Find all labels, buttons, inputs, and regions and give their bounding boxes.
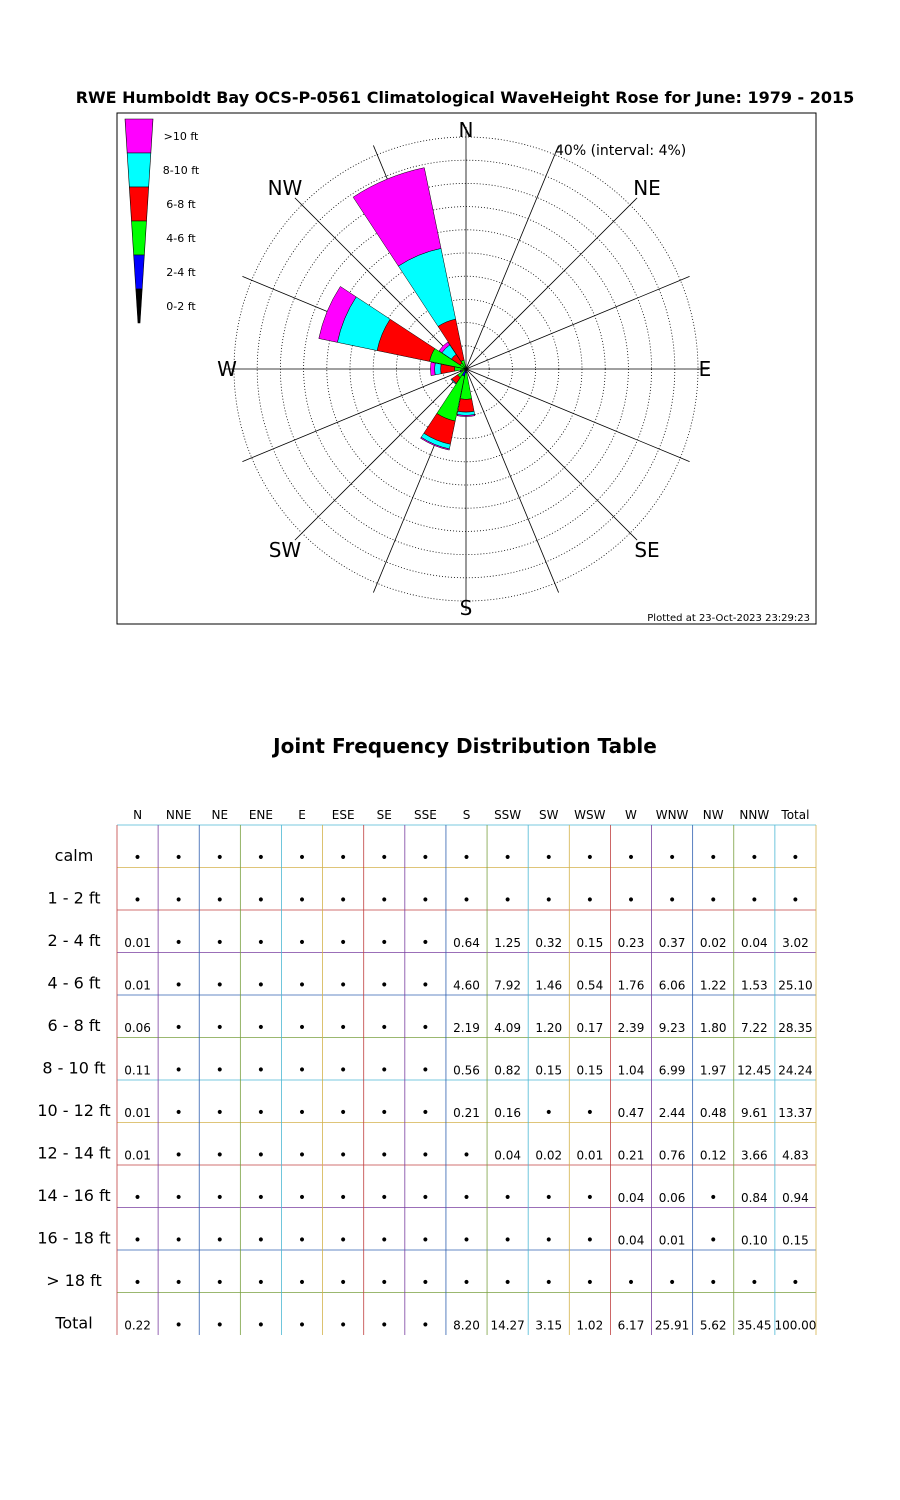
table-cell: 35.45 [737,1318,772,1333]
table-cell: • [133,1275,142,1291]
table-cell: • [585,892,594,909]
row-label: 1 - 2 ft [47,888,101,908]
table-cell: 14.27 [490,1318,525,1333]
table-cell: • [297,1020,307,1036]
table-cell: 1.02 [576,1318,604,1333]
table-cell: • [215,892,224,909]
table-cell: • [380,1317,389,1334]
table-cell: 0.06 [658,1191,686,1205]
table-cell: 6.17 [617,1318,645,1333]
table-cell: • [380,1020,389,1036]
table-cell: • [339,1190,348,1206]
row-label: 10 - 12 ft [37,1101,111,1120]
table-cell: • [462,1147,471,1164]
table-cell: • [421,1062,430,1079]
table-cell: 4.60 [453,978,480,993]
column-header-SE: SE [376,808,392,822]
table-cell: 0.15 [576,1063,604,1078]
rose-title: RWE Humboldt Bay OCS-P-0561 Climatological WaveHeight Rose for June: 1979 - 2015 [75,88,855,107]
table-cell: 0.32 [535,936,563,950]
compass-label-NW: NW [267,175,303,200]
table-cell: 25.91 [654,1318,690,1333]
table-cell: • [256,1020,266,1036]
column-header-SSE: SSE [413,808,437,822]
table-cell: 0.01 [658,1233,686,1248]
table-cell: 0.01 [124,978,151,993]
table-cell: • [215,1062,224,1079]
table-cell: 1.04 [617,1063,645,1078]
table-cell: • [380,977,389,994]
table-cell: 7.92 [494,978,521,993]
table-cell: • [339,892,348,909]
table-cell: • [256,935,266,951]
legend-label-4: 2-4 ft [166,266,196,279]
table-cell: • [256,1105,266,1121]
table-cell: 0.22 [124,1318,151,1333]
table-cell: • [339,935,348,951]
row-label: 4 - 6 ft [47,973,101,993]
table-cell: • [667,850,677,866]
table-cell: 0.84 [740,1191,768,1205]
table-cell: • [544,1275,553,1291]
table-cell: • [421,850,430,866]
table-cell: • [626,892,636,909]
table-cell: 5.62 [699,1318,727,1333]
table-cell: 0.01 [124,1106,151,1120]
column-header-Total: Total [781,808,810,822]
table-cell: • [297,1275,307,1291]
legend-label-3: 4-6 ft [166,232,196,245]
table-cell: • [585,1232,594,1249]
column-header-ENE: ENE [248,808,273,822]
column-header-WNW: WNW [655,808,689,822]
table-cell: • [421,935,430,951]
table-cell: 0.06 [124,1021,151,1035]
table-cell: • [133,1232,142,1249]
table-cell: • [174,1317,183,1334]
table-cell: • [791,1275,800,1291]
table-cell: • [174,935,183,951]
table-cell: • [503,1190,512,1206]
table-cell: 24.24 [778,1063,813,1078]
row-label: calm [54,846,94,865]
table-cell: • [421,1020,430,1036]
table-cell: • [215,1275,224,1291]
table-cell: • [256,1317,266,1334]
table-cell: • [380,892,389,909]
table-cell: 1.76 [617,978,645,993]
table-cell: • [339,1232,348,1249]
compass-label-S: S [459,596,473,620]
table-cell: 9.23 [658,1021,686,1035]
table-cell: • [544,850,553,866]
table-cell: • [256,977,266,994]
table-cell: • [297,1190,307,1206]
table-cell: • [215,1232,224,1249]
table-cell: 3.66 [740,1148,768,1163]
table-cell: 1.80 [699,1021,727,1035]
column-header-NE: NE [211,808,229,822]
table-cell: • [215,1317,224,1334]
table-cell: • [421,1190,430,1206]
table-cell: • [585,1105,594,1121]
table-cell: • [133,892,142,909]
table-cell: 6.06 [658,978,686,993]
table-cell: • [750,892,759,909]
table-cell: 0.56 [453,1063,480,1078]
table-cell: 0.64 [453,936,480,950]
table-cell: • [297,1232,307,1249]
table-cell: • [421,977,430,994]
table-cell: • [544,892,553,909]
table-cell: • [667,1275,677,1291]
table-cell: • [380,1275,389,1291]
table-cell: 0.10 [740,1233,768,1248]
table-cell: • [297,1062,307,1079]
table-cell: • [297,850,307,866]
table-cell: • [174,1275,183,1291]
table-cell: 12.45 [737,1063,772,1078]
legend-label-5: 0-2 ft [166,300,196,313]
table-cell: • [256,850,266,866]
table-cell: 2.39 [617,1021,645,1035]
table-cell: • [791,850,800,866]
table-cell: 0.01 [576,1148,604,1163]
table-cell: 0.02 [699,936,727,950]
compass-label-E: E [698,357,712,381]
table-cell: • [585,1275,594,1291]
table-cell: 1.53 [740,978,768,993]
table-cell: 3.02 [782,936,809,950]
table-cell: 0.16 [494,1106,521,1120]
table-cell: 28.35 [778,1021,813,1035]
table-cell: • [215,1147,224,1164]
table-cell: • [256,1062,266,1079]
table-cell: • [544,1190,553,1206]
row-label: 14 - 16 ft [37,1186,111,1205]
table-cell: 0.12 [699,1148,727,1163]
table-cell: • [215,1105,224,1121]
table-cell: 8.20 [453,1318,480,1333]
legend-label-0: >10 ft [163,130,199,143]
legend-label-1: 8-10 ft [162,164,200,177]
table-cell: 1.22 [699,978,727,993]
table-cell: • [503,850,512,866]
table-cell: 3.15 [535,1318,563,1333]
table-cell: • [339,850,348,866]
table-cell: • [256,1232,266,1249]
table-cell: • [297,1317,307,1334]
table-cell: • [339,1062,348,1079]
table-cell: • [544,1232,553,1249]
table-cell: • [750,1275,759,1291]
table-cell: • [626,1275,636,1291]
table-cell: 100.00 [774,1318,817,1333]
table-cell: 0.04 [740,936,768,950]
row-label: 12 - 14 ft [37,1143,111,1163]
table-cell: 0.02 [535,1148,563,1163]
table-cell: • [709,1232,718,1249]
table-cell: • [174,892,183,909]
compass-label-SW: SW [268,538,302,563]
table-cell: • [133,1190,142,1206]
table-cell: 0.04 [617,1191,645,1205]
table-cell: • [174,1232,183,1249]
table-cell: • [339,1275,348,1291]
table-cell: 0.15 [782,1233,809,1248]
table-cell: • [174,850,183,866]
table-cell: 0.76 [658,1148,686,1163]
table-cell: • [380,850,389,866]
table-cell: • [421,1232,430,1249]
plotted-timestamp: Plotted at 23-Oct-2023 23:29:23 [647,613,810,624]
table-cell: • [215,850,224,866]
table-cell: • [380,1190,389,1206]
table-cell: • [667,892,677,909]
table-cell: • [503,1232,512,1249]
table-cell: 0.04 [617,1233,645,1248]
row-label: 2 - 4 ft [47,931,101,950]
table-cell: • [421,1317,430,1334]
table-cell: 0.47 [617,1106,645,1120]
table-cell: • [462,1190,471,1206]
compass-label-NE: NE [633,175,661,200]
column-header-SW: SW [538,808,559,822]
table-cell: • [215,1190,224,1206]
table-cell: 0.15 [535,1063,563,1078]
table-cell: • [380,1062,389,1079]
table-cell: • [462,892,471,909]
row-label: 8 - 10 ft [42,1058,106,1078]
table-cell: • [256,1147,266,1164]
table-cell: • [256,1190,266,1206]
table-cell: • [174,1020,183,1036]
table-cell: • [709,1190,718,1206]
table-cell: 0.15 [576,936,604,950]
table-cell: 1.20 [535,1021,563,1035]
table-cell: 0.01 [124,1148,151,1163]
table-cell: 6.99 [658,1063,686,1078]
table-cell: • [215,935,224,951]
row-label: 16 - 18 ft [37,1228,111,1248]
table-cell: • [503,1275,512,1291]
table-cell: • [297,892,307,909]
table-cell: • [626,850,636,866]
table-cell: 0.82 [494,1063,521,1078]
column-header-WSW: WSW [574,808,606,822]
table-cell: 0.11 [124,1063,151,1078]
table-cell: • [421,1147,430,1164]
table-cell: • [421,892,430,909]
table-cell: 0.23 [617,936,645,950]
table-cell: • [297,935,307,951]
table-cell: • [709,892,718,909]
table-cell: • [544,1105,553,1121]
table-cell: • [380,1105,389,1121]
table-cell: • [297,1147,307,1164]
table-cell: 25.10 [778,978,813,993]
table-cell: • [462,850,471,866]
table-cell: • [256,892,266,909]
table-cell: • [297,977,307,994]
table-cell: 13.37 [778,1106,813,1120]
compass-label-W: W [217,357,237,381]
table-cell: 9.61 [740,1106,768,1120]
table-cell: • [791,892,800,909]
table-cell: • [215,1020,224,1036]
table-cell: • [174,1190,183,1206]
table-cell: • [339,1020,348,1036]
table-cell: 2.44 [658,1106,686,1120]
table-cell: • [380,1147,389,1164]
table-cell: • [750,850,759,866]
row-label: Total [55,1313,93,1333]
column-header-W: W [625,808,637,822]
legend-label-2: 6-8 ft [166,198,196,211]
column-header-ESE: ESE [331,808,355,822]
table-cell: • [297,1105,307,1121]
table-cell: • [585,850,594,866]
table-cell: • [339,1105,348,1121]
table-cell: • [709,850,718,866]
table-cell: • [339,1317,348,1334]
table-cell: • [174,977,183,994]
table-cell: 1.46 [535,978,563,993]
table-cell: • [339,977,348,994]
column-header-NW: NW [702,808,724,822]
column-header-S: S [462,808,471,822]
compass-label-N: N [458,118,474,142]
table-cell: 0.01 [124,936,151,950]
table-cell: 0.94 [782,1191,809,1205]
compass-label-SE: SE [634,538,660,563]
table-cell: 0.54 [576,978,604,993]
interval-label: 40% (interval: 4%) [555,143,687,159]
table-cell: • [380,935,389,951]
table-cell: 2.19 [453,1021,480,1035]
table-cell: 4.09 [494,1021,521,1035]
table-cell: • [709,1275,718,1291]
table-cell: • [380,1232,389,1249]
table-cell: 1.25 [494,936,521,950]
table-cell: 7.22 [740,1021,768,1035]
table-cell: • [174,1105,183,1121]
table-cell: • [421,1275,430,1291]
table-cell: 0.17 [576,1021,604,1035]
table-cell: • [174,1062,183,1079]
table-cell: 0.04 [494,1148,521,1163]
row-label: 6 - 8 ft [47,1016,101,1035]
table-cell: • [503,892,512,909]
table-title: Joint Frequency Distribution Table [273,734,657,758]
column-header-SSW: SSW [494,808,522,822]
column-header-NNE: NNE [165,808,192,822]
table-cell: • [421,1105,430,1121]
column-header-N: N [133,808,143,822]
table-cell: 0.48 [699,1106,727,1120]
table-cell: • [256,1275,266,1291]
table-cell: • [133,850,142,866]
column-header-NNW: NNW [739,808,770,822]
table-cell: 4.83 [782,1148,809,1163]
table-cell: • [585,1190,594,1206]
table-cell: • [174,1147,183,1164]
column-header-E: E [298,808,306,822]
table-cell: 0.21 [453,1106,480,1120]
table-cell: 0.21 [617,1148,645,1163]
table-cell: • [339,1147,348,1164]
table-cell: • [215,977,224,994]
table-cell: • [462,1275,471,1291]
table-cell: 1.97 [699,1063,727,1078]
row-label: > 18 ft [46,1271,102,1290]
table-cell: 0.37 [658,936,686,950]
table-cell: • [462,1232,471,1249]
